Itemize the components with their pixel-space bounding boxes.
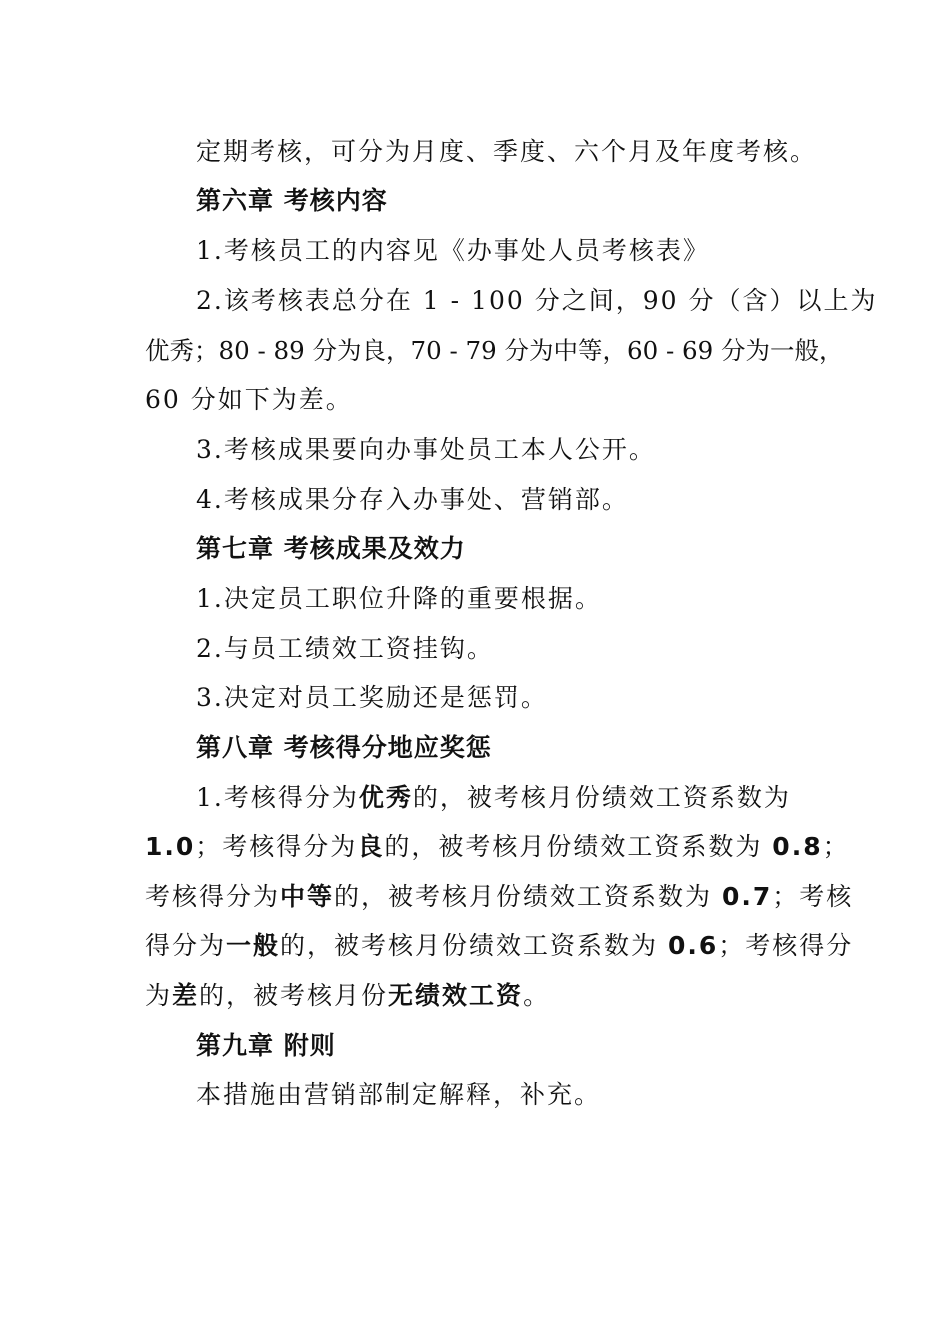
chapter-7-item-2: 2.与员工绩效工资挂钩。 [196, 634, 494, 663]
chapter-6-item-4: 4.考核成果分存入办事处、营销部。 [196, 485, 629, 514]
chapter-6-item-3: 3.考核成果要向办事处员工本人公开。 [196, 435, 656, 464]
text-run: ；考核得分为 [195, 832, 358, 861]
chapter-7-heading: 第七章 考核成果及效力 [196, 534, 466, 563]
chapter-8-heading: 第八章 考核得分地应奖惩 [196, 733, 492, 762]
no-performance-pay: 无绩效工资 [388, 981, 524, 1010]
text-run: 的，被考核月份绩效工资系数为 [412, 783, 791, 812]
chapter-7-item-3: 3.决定对员工奖励还是惩罚。 [196, 683, 548, 712]
paragraph-line: 定期考核，可分为月度、季度、六个月及年度考核。 [196, 137, 818, 166]
coefficient-value: 1.0 [145, 832, 196, 861]
coefficient-value: 0.8 [772, 832, 823, 861]
chapter-6-item-2-line-1: 2.该考核表总分在 1 - 100 分之间，90 分（含）以上为 [196, 286, 878, 315]
chapter-6-item-2-line-2: 优秀；80 - 89 分为良，70 - 79 分为中等，60 - 69 分为一般， [145, 336, 844, 365]
text-run: 考核得分为 [145, 882, 281, 911]
grade-good: 良 [357, 832, 385, 861]
chapter-8-line-2 [145, 831, 850, 863]
chapter-8-line-1 [196, 782, 791, 814]
grade-excellent: 优秀 [358, 783, 413, 812]
grade-average: 一般 [226, 931, 281, 960]
chapter-6-item-1: 1.考核员工的内容见《办事处人员考核表》 [196, 236, 710, 265]
text-run: ；考核 [772, 882, 854, 911]
chapter-6-heading: 第六章 考核内容 [196, 186, 388, 215]
text-run: 的，被考核月份绩效工资系数为 [334, 882, 713, 911]
chapter-9-item-1: 本措施由营销部制定解释，补充。 [196, 1080, 602, 1109]
text-run: 。 [523, 981, 551, 1010]
grade-medium: 中等 [280, 882, 335, 911]
text-run: ； [822, 832, 850, 861]
text-run: ；考核得分 [718, 931, 854, 960]
text-run: 1.考核得分为 [196, 783, 359, 812]
chapter-8-line-3 [145, 881, 853, 913]
chapter-8-line-4 [145, 930, 853, 962]
coefficient-value: 0.7 [722, 882, 773, 911]
text-run: 的，被考核月份绩效工资系数为 [280, 931, 659, 960]
text-run: 的，被考核月份 [199, 981, 389, 1010]
chapter-7-item-1: 1.决定员工职位升降的重要根据。 [196, 584, 602, 613]
chapter-6-item-2-line-3: 60 分如下为差。 [145, 385, 353, 414]
text-run: 为 [145, 981, 173, 1010]
coefficient-value: 0.6 [668, 931, 719, 960]
text-run: 得分为 [145, 931, 227, 960]
grade-poor: 差 [172, 981, 200, 1010]
chapter-9-heading: 第九章 附则 [196, 1031, 336, 1060]
text-run: 的，被考核月份绩效工资系数为 [384, 832, 763, 861]
chapter-8-line-5 [145, 980, 550, 1012]
